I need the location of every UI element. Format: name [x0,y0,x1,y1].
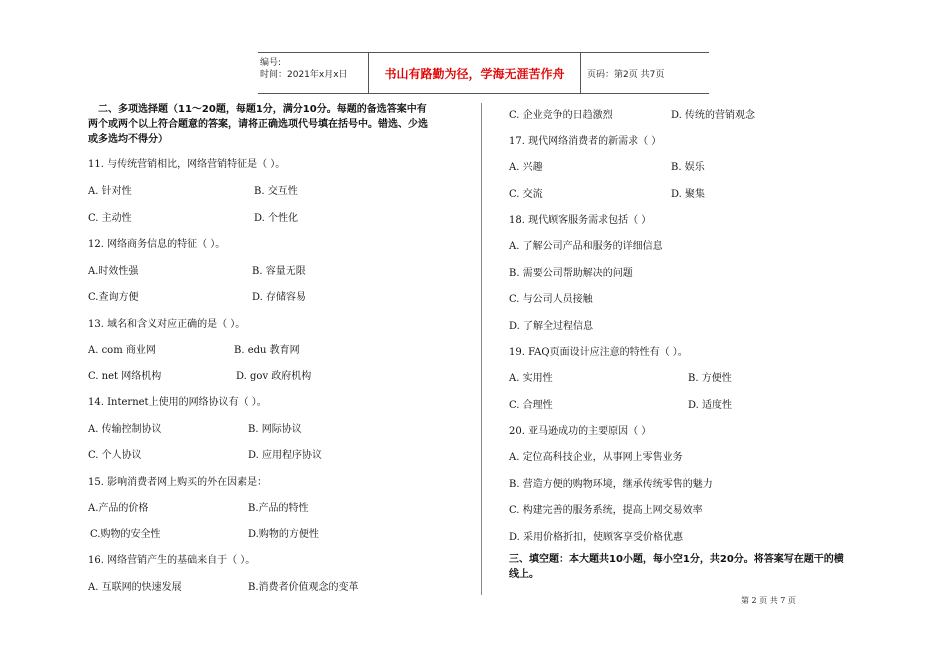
q16-option-a: A. 互联网的快速发展 [88,582,182,593]
section3-line-1: 三、填空题：本大题共10小题，每小空1分，共20分。将答案写在题干的横 [509,554,844,565]
question-15-stem: 15. 影响消费者网上购买的外在因素是： [88,477,268,488]
question-11-stem: 11. 与传统营销相比，网络营销特征是（ ）。 [88,159,286,170]
motto: 书山有路勤为径，学海无涯苦作舟 [384,67,565,81]
q12-option-c: C.查询方便 [88,292,139,303]
q14-option-b: B. 网际协议 [248,424,302,435]
q20-option-b: B. 营造方便的购物环境，继承传统零售的魅力 [509,479,713,490]
page-footer: 第 2 页 共 7 页 [741,596,796,605]
serial-label: 编号: [260,58,282,68]
q20-option-c: C. 构建完善的服务系统，提高上网交易效率 [509,505,703,516]
q20-option-d: D. 采用价格折扣，使顾客享受价格优惠 [509,532,684,543]
q11-option-d: D. 个性化 [254,213,299,224]
q15-option-d: D.购物的方便性 [248,529,319,540]
q19-option-d: D. 适度性 [688,400,733,411]
section2-line-3: 或多选均不得分） [88,134,168,145]
header-motto-cell [369,53,581,93]
question-20-stem: 20. 亚马逊成功的主要原因（ ） [509,426,652,437]
question-13-stem: 13. 域名和含义对应正确的是（ ）。 [88,319,246,330]
q15-option-a: A.产品的价格 [88,503,149,514]
q12-option-d: D. 存储容易 [252,292,307,303]
q14-option-d: D. 应用程序协议 [248,450,323,461]
header-meta-cell [258,53,369,93]
q18-option-d: D. 了解全过程信息 [509,321,594,332]
q16-option-d: D. 传统的营销观念 [671,110,756,121]
q17-option-c: C. 交流 [509,189,543,200]
q13-option-a: A. com 商业网 [88,345,156,356]
q15-option-b: B.产品的特性 [248,503,309,514]
q11-option-b: B. 交互性 [254,186,298,197]
q13-option-b: B. edu 教育网 [234,345,300,356]
section2-line-1: 二、多项选择题（11～20题，每题1分，满分10分。每题的备选答案中有 [98,104,427,115]
q18-option-c: C. 与公司人员接触 [509,294,593,305]
q16-option-b: B.消费者价值观念的变革 [248,582,359,593]
q17-option-d: D. 聚集 [671,189,706,200]
header-page-cell [581,53,709,93]
page-header [258,52,709,94]
q12-option-a: A.时效性强 [88,266,139,277]
question-16-stem: 16. 网络营销产生的基础来自于（ ）。 [88,555,256,566]
q20-option-a: A. 定位高科技企业，从事网上零售业务 [509,452,683,463]
q11-option-c: C. 主动性 [88,213,132,224]
q18-option-b: B. 需要公司帮助解决的问题 [509,268,633,279]
q13-option-c: C. net 网络机构 [88,371,162,382]
question-19-stem: 19. FAQ页面设计应注意的特性有（ ）。 [509,347,688,358]
question-14-stem: 14. Internet上使用的网络协议有（ ）。 [88,397,267,408]
q11-option-a: A. 针对性 [88,186,132,197]
q14-option-a: A. 传输控制协议 [88,424,162,435]
q19-option-c: C. 合理性 [509,400,553,411]
page-label: 页码：第2页 共7页 [587,70,665,80]
q17-option-a: A. 兴趣 [509,162,543,173]
question-18-stem: 18. 现代顾客服务需求包括（ ） [509,215,652,226]
q17-option-b: B. 娱乐 [671,162,705,173]
section3-line-2: 线上。 [509,569,539,580]
q13-option-d: D. gov 政府机构 [236,371,312,382]
q12-option-b: B. 容量无限 [252,266,306,277]
q15-option-c: C.购物的安全性 [90,529,161,540]
question-12-stem: 12. 网络商务信息的特征（ ）。 [88,239,226,250]
section2-line-2: 两个或两个以上符合题意的答案，请将正确选项代号填在括号中。错选、少选 [88,119,428,130]
time-label: 时间：2021年x月x日 [260,70,348,80]
q18-option-a: A. 了解公司产品和服务的详细信息 [509,241,663,252]
q14-option-c: C. 个人协议 [88,450,142,461]
column-divider [481,103,482,595]
q19-option-a: A. 实用性 [509,373,553,384]
q19-option-b: B. 方便性 [688,373,732,384]
q16-option-c: C. 企业竞争的日趋激烈 [509,110,613,121]
question-17-stem: 17. 现代网络消费者的新需求（ ） [509,136,662,147]
